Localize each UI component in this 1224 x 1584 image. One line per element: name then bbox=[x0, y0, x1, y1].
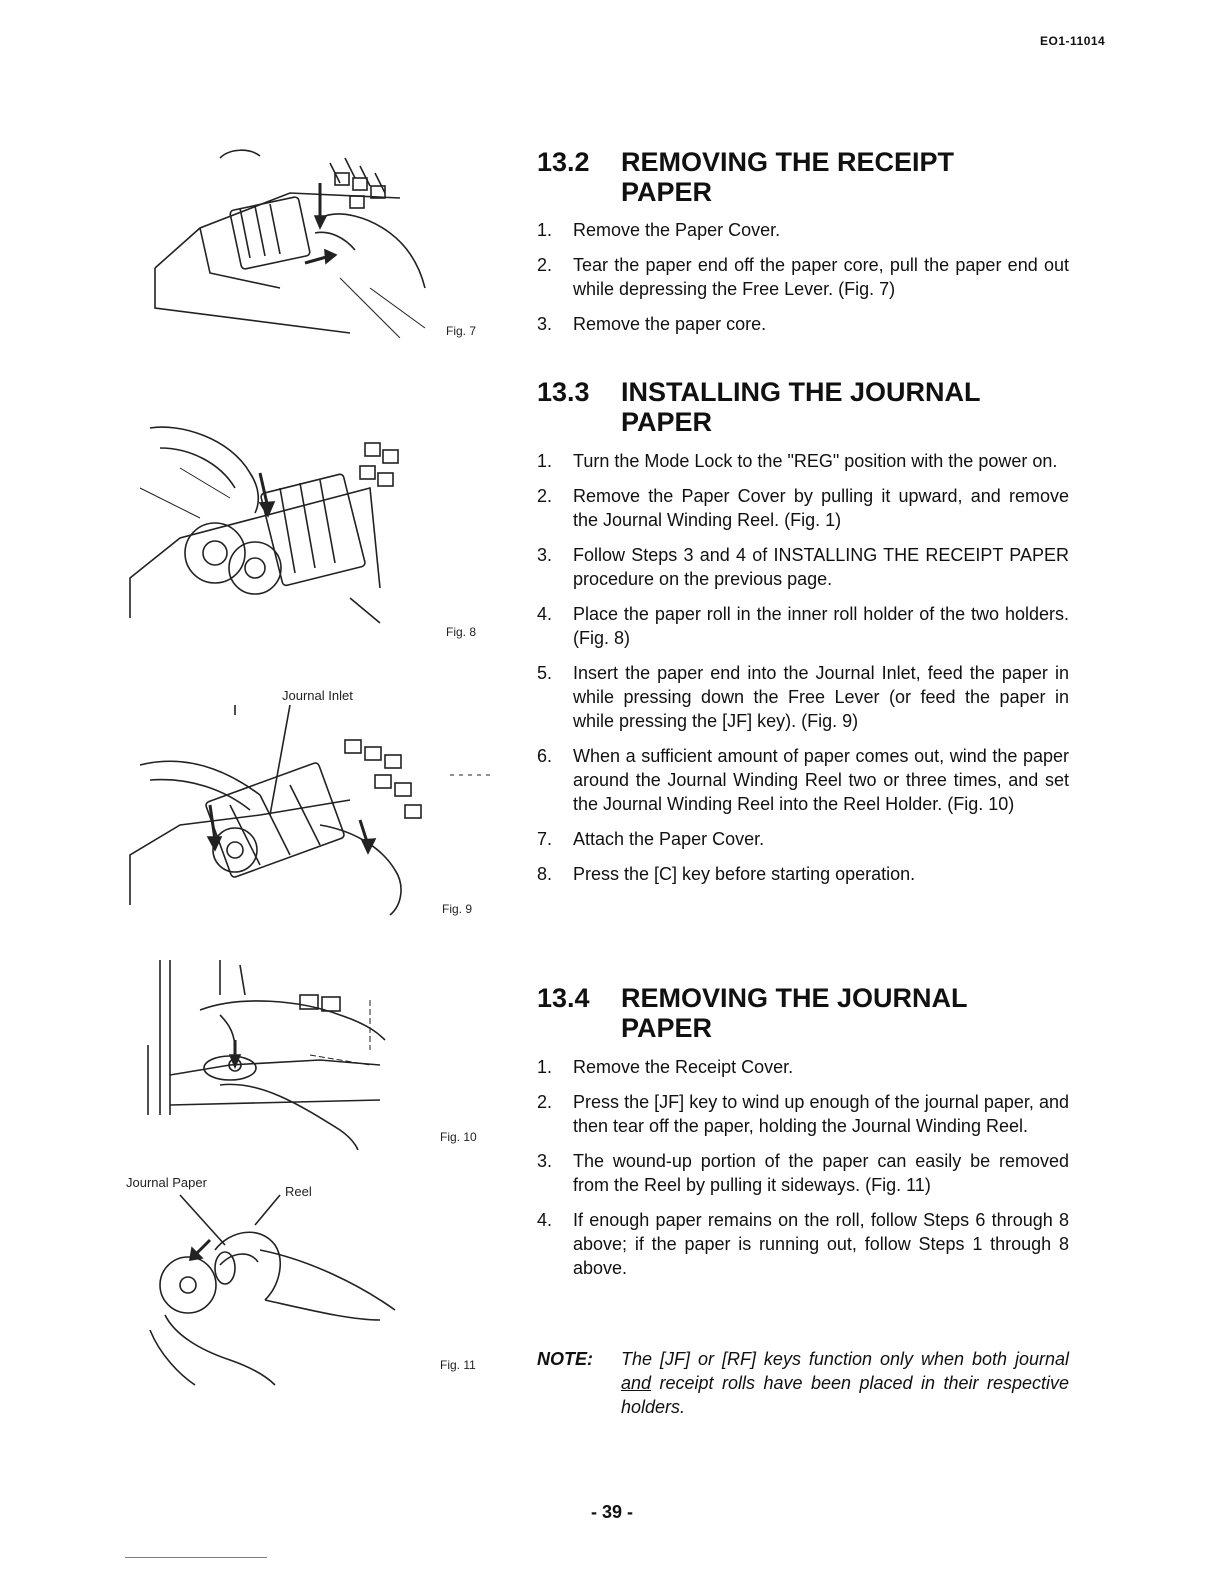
step-text: Turn the Mode Lock to the "REG" position with the power on. bbox=[573, 451, 1058, 471]
page-number: - 39 - bbox=[590, 1502, 633, 1522]
note-text-emphasis: and bbox=[621, 1373, 652, 1393]
step-text: Press the [C] key before starting operation. bbox=[573, 864, 916, 884]
step-number: 3. bbox=[537, 545, 553, 565]
step-list bbox=[537, 449, 1069, 897]
section-title-line1: REMOVING THE RECEIPT bbox=[621, 147, 955, 177]
journal-inlet-illustration bbox=[120, 705, 500, 920]
step-number: 1. bbox=[537, 1057, 553, 1077]
step-number: 3. bbox=[537, 314, 553, 334]
section-title bbox=[537, 983, 1097, 1043]
step-text: Tear the paper end off the paper core, pull the paper end out while depressing the Free Lever. (Fig. 7) bbox=[573, 255, 1069, 299]
step-number: 2. bbox=[537, 255, 553, 275]
figure-label: Fig. 8 bbox=[446, 625, 477, 639]
step-number: 6. bbox=[537, 746, 553, 766]
figure-label: Fig. 11 bbox=[440, 1358, 476, 1372]
step-text: Remove the paper core. bbox=[573, 314, 767, 334]
step-text: Remove the Receipt Cover. bbox=[573, 1057, 794, 1077]
note-text-part: The [JF] or [RF] keys function only when both journal bbox=[621, 1349, 1069, 1369]
step-text: If enough paper remains on the roll, follow Steps 6 through 8 above; if the paper is running out, follow Steps 1 through 8 above. bbox=[573, 1210, 1069, 1278]
step-text: Follow Steps 3 and 4 of INSTALLING THE RECEIPT PAPER procedure on the previous page. bbox=[573, 545, 1069, 589]
step-item bbox=[537, 312, 1069, 336]
step-number: 1. bbox=[537, 451, 553, 471]
step-number: 5. bbox=[537, 663, 553, 683]
figure-label: Fig. 10 bbox=[440, 1130, 477, 1144]
step-number: 4. bbox=[537, 604, 553, 624]
step-number: 1. bbox=[537, 220, 553, 240]
footer-rule bbox=[125, 1557, 267, 1558]
section-title-line1: INSTALLING THE JOURNAL bbox=[621, 377, 981, 407]
step-item bbox=[537, 484, 1069, 532]
note-text bbox=[537, 1347, 1069, 1419]
step-number: 3. bbox=[537, 1151, 553, 1171]
step-text: Place the paper roll in the inner roll holder of the two holders. (Fig. 8) bbox=[573, 604, 1069, 648]
section-title-line2: PAPER bbox=[621, 177, 713, 207]
step-text: Insert the paper end into the Journal Inlet, feed the paper in while pressing down the Free Lever (or feed the paper in while pressing the [JF] key). (Fig. 9) bbox=[573, 663, 1069, 731]
step-item bbox=[537, 744, 1069, 816]
step-number: 4. bbox=[537, 1210, 553, 1230]
section-title bbox=[537, 377, 1097, 437]
section-number: 13.4 bbox=[537, 983, 590, 1013]
document-id: EO1-11014 bbox=[1040, 34, 1106, 48]
step-list bbox=[537, 218, 1069, 347]
step-item bbox=[537, 218, 1069, 242]
step-item bbox=[537, 449, 1069, 473]
step-item bbox=[537, 661, 1069, 733]
journal-roll-holder-illustration bbox=[120, 388, 420, 628]
figure-label: Fig. 7 bbox=[446, 324, 477, 338]
step-item bbox=[537, 862, 1069, 886]
section-title-line2: PAPER bbox=[621, 407, 713, 437]
step-item bbox=[537, 827, 1069, 851]
step-item bbox=[537, 602, 1069, 650]
note-text-part: receipt rolls have been placed in their respective holders. bbox=[621, 1373, 1069, 1417]
step-item bbox=[537, 1090, 1069, 1138]
note bbox=[537, 1347, 1069, 1419]
receipt-paper-removal-illustration bbox=[140, 138, 430, 338]
step-item bbox=[537, 543, 1069, 591]
winding-reel-holder-illustration bbox=[140, 955, 400, 1150]
step-text: When a sufficient amount of paper comes out, wind the paper around the Journal Winding Reel two or three times, and set the Journal Winding Reel into the Reel Holder. (Fig. 10) bbox=[573, 746, 1069, 814]
step-item bbox=[537, 1149, 1069, 1197]
step-item bbox=[537, 1055, 1069, 1079]
step-text: Remove the Paper Cover by pulling it upward, and remove the Journal Winding Reel. (Fig. 1) bbox=[573, 486, 1069, 530]
callout-journal-inlet: Journal Inlet bbox=[282, 688, 353, 703]
step-number: 8. bbox=[537, 864, 553, 884]
callout-reel: Reel bbox=[285, 1184, 312, 1199]
step-list bbox=[537, 1055, 1069, 1291]
step-text: The wound-up portion of the paper can easily be removed from the Reel by pulling it sideways. (Fig. 11) bbox=[573, 1151, 1069, 1195]
step-number: 2. bbox=[537, 486, 553, 506]
callout-journal-paper: Journal Paper bbox=[126, 1175, 207, 1190]
section-number: 13.3 bbox=[537, 377, 590, 407]
step-text: Press the [JF] key to wind up enough of the journal paper, and then tear off the paper, holding the Journal Winding Reel. bbox=[573, 1092, 1069, 1136]
step-item bbox=[537, 253, 1069, 301]
section-title-line2: PAPER bbox=[621, 1013, 713, 1043]
section-number: 13.2 bbox=[537, 147, 590, 177]
step-item bbox=[537, 1208, 1069, 1280]
section-title-line1: REMOVING THE JOURNAL bbox=[621, 983, 968, 1013]
step-number: 2. bbox=[537, 1092, 553, 1112]
step-text: Remove the Paper Cover. bbox=[573, 220, 781, 240]
section-title bbox=[537, 147, 1097, 207]
step-text: Attach the Paper Cover. bbox=[573, 829, 765, 849]
reel-removal-illustration bbox=[140, 1190, 400, 1390]
step-number: 7. bbox=[537, 829, 553, 849]
figure-label: Fig. 9 bbox=[442, 902, 473, 916]
note-label: NOTE: bbox=[537, 1349, 593, 1369]
